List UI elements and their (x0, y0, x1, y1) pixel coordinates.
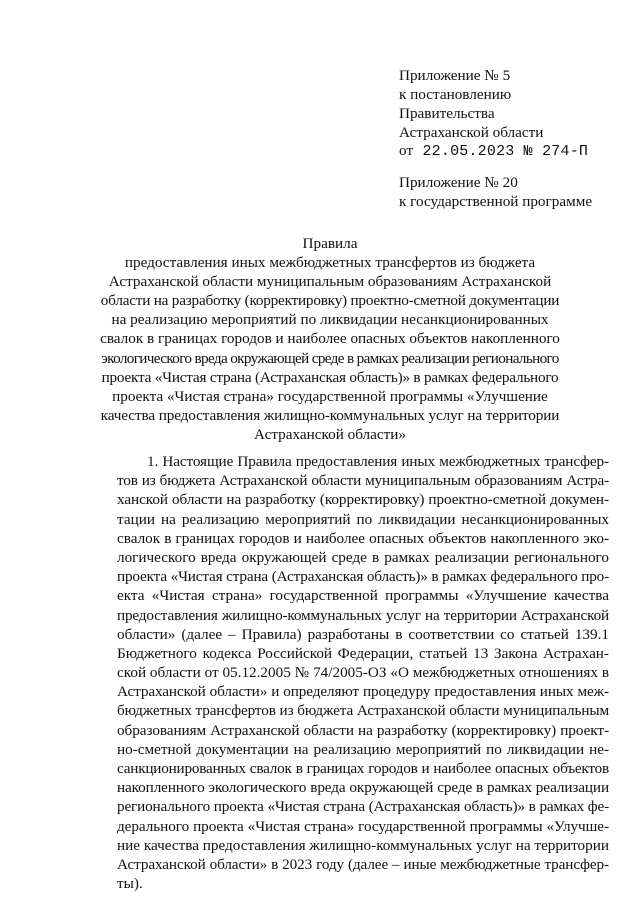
decree-stamp (399, 142, 588, 161)
paragraph-line: но-сметной документации на реализацию мероприятий по ликвидации не- (117, 740, 609, 758)
paragraph-line: проекта «Чистая страна (Астраханская область)» в рамках федерального про- (117, 568, 609, 586)
paragraph-line: ты). (117, 875, 143, 893)
paragraph-line: Астраханской области» в 2023 году (далее – иные межбюджетные трансфер- (117, 855, 609, 873)
title-line: экологического вреда окружающей среде в рамках реализации регионального (101, 349, 559, 367)
title-line: области на разработку (корректировку) проектно-сметной документации (100, 292, 560, 310)
paragraph-line: накопленного экологического вреда окружающей среде в рамках реализации (117, 779, 609, 797)
appendix-20-title: Приложение № 20 (399, 174, 518, 191)
paragraph-line: предоставления жилищно-коммунальных услуг на территории Астраханской (117, 606, 609, 624)
title-line: Астраханской области» (254, 425, 406, 443)
paragraph-line: Астраханской области» и определяют процедуру предоставления иных меж- (117, 683, 609, 701)
title-line: предоставления иных межбюджетных трансфертов из бюджета (124, 254, 536, 272)
paragraph-line: ние качества предоставления жилищно-коммунальных услуг на территории (117, 836, 609, 854)
title-line: качества предоставления жилищно-коммунальных услуг на территории (100, 406, 560, 424)
paragraph-line: екта «Чистая страна» государственной программы «Улучшение качества (117, 587, 609, 605)
paragraph-line: свалок в границах городов и наиболее опасных объектов накопленного эко- (117, 529, 609, 547)
paragraph-line: тации на реализацию мероприятий по ликвидации несанкционированных (117, 510, 609, 528)
paragraph-line: дерального проекта «Чистая страна» государственной программы «Улучше- (117, 817, 609, 835)
paragraph-line: области» (далее – Правила) разработаны в соответствии со статьей 139.1 (117, 625, 609, 643)
appendix-5-title: Приложение № 5 (399, 67, 511, 84)
title-line: Астраханской области муниципальным образованиям Астраханской (108, 273, 552, 291)
paragraph-line: бюджетных трансфертов из бюджета Астраханской области муниципальным (117, 702, 609, 720)
paragraph-line: ханской области на разработку (корректировку) проектно-сметной докумен- (117, 491, 609, 509)
paragraph-line: регионального проекта «Чистая страна (Астраханская область)» в рамках фе- (117, 798, 609, 816)
paragraph-line: тов из бюджета Астраханской области муниципальным образованиям Астра- (117, 472, 609, 490)
decree-prefix: от (399, 143, 414, 159)
title-line: проекта «Чистая страна (Астраханская область)» в рамках федерального (101, 368, 559, 386)
paragraph-1 (117, 452, 609, 893)
paragraph-line: логического вреда окружающей среде в рамках реализации регионального (117, 548, 609, 566)
rules-title (100, 234, 560, 444)
appendix-5-to-resolution: к постановлению (399, 86, 512, 103)
appendix-5-header (399, 66, 588, 161)
decree-date-number: 22.05.2023 № 274-П (422, 143, 589, 160)
title-line: проекта «Чистая страна» государственной программы «Улучшение (112, 387, 548, 405)
title-line: на реализацию мероприятий по ликвидации несанкционированных (111, 311, 549, 329)
paragraph-line: санкционированных свалок в границах городов и наиболее опасных объектов (117, 760, 609, 777)
appendix-20-header (399, 173, 592, 211)
title-line: свалок в границах городов и наиболее опасных объектов накопленного (100, 330, 560, 348)
appendix-5-region: Астраханской области (399, 124, 544, 141)
paragraph-line: ской области от 05.12.2005 № 74/2005-ОЗ «О межбюджетных отношениях в (117, 664, 609, 682)
rules-heading: Правила (302, 235, 358, 252)
paragraph-line: 1. Настоящие Правила предоставления иных межбюджетных трансфер- (147, 453, 609, 470)
paragraph-line: образованиям Астраханской области на разработку (корректировку) проект- (117, 721, 609, 739)
paragraph-line: Бюджетного кодекса Российской Федерации, статьей 13 Закона Астрахан- (117, 644, 609, 662)
appendix-20-to-program: к государственной программе (399, 193, 593, 210)
appendix-5-government: Правительства (399, 105, 495, 122)
